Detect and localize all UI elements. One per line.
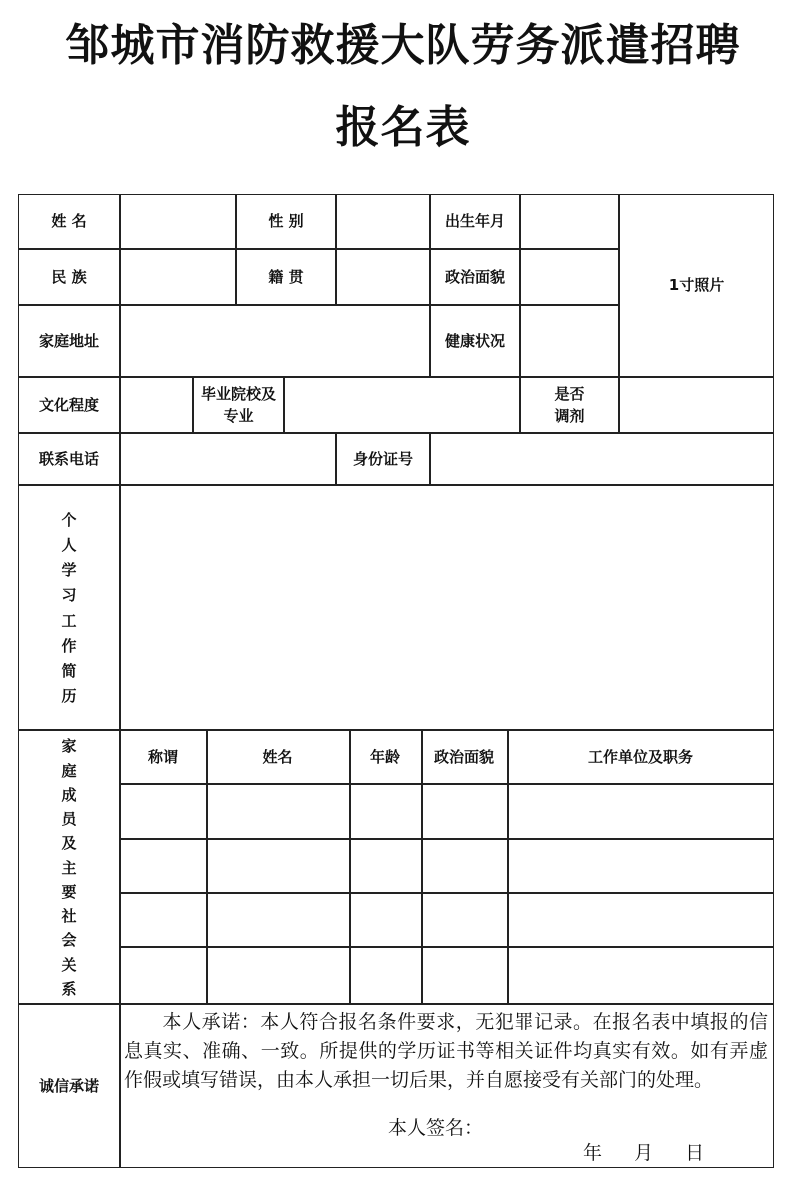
field-resume[interactable] [120,485,774,730]
label-gender: 性 别 [268,212,304,231]
label-phone: 联系电话 [38,449,99,468]
field-name[interactable] [120,194,236,249]
label-resume [18,505,120,710]
label-school-major-line1: 毕业院校及 [200,384,276,403]
field-birth[interactable] [520,194,619,249]
family-label-char: 家 [61,737,77,756]
label-address: 家庭地址 [38,331,99,350]
field-adjust[interactable] [619,377,774,433]
family-label-char: 社 [61,907,77,925]
field-address[interactable] [120,305,430,377]
family-header-name: 姓名 [262,747,293,766]
family-rows-area[interactable] [120,784,774,1004]
resume-label-char: 个 [61,511,77,530]
label-education: 文化程度 [38,395,99,414]
label-adjust-line2: 调剂 [554,407,585,425]
label-id-number: 身份证号 [352,449,413,468]
family-header-age: 年龄 [369,747,400,766]
photo-box[interactable]: 1寸照片 [668,276,725,295]
field-education[interactable] [120,377,193,433]
sign-date [583,1138,730,1165]
promise-body: 本人承诺：本人符合报名条件要求，无犯罪记录。在报名表中填报的信息真实、准确、一致。所提供的学历证书等相关证件均真实有效。如有弄虚作假或填写错误，由本人承担一切后果，并自愿接受有关部门的处理。 [124,1011,768,1091]
family-label-char: 庭 [61,761,77,780]
field-id-number[interactable] [430,433,774,485]
family-header-title: 称谓 [147,747,178,766]
field-health[interactable] [520,305,619,377]
resume-label-char: 简 [61,661,77,680]
label-ethnicity: 民 族 [51,267,87,286]
label-political-status: 政治面貌 [444,267,505,286]
resume-label-char: 工 [61,611,77,630]
field-native-place[interactable] [336,249,430,305]
resume-label-char: 作 [61,636,77,655]
resume-label-char: 人 [61,536,77,555]
family-label-char: 要 [61,882,77,901]
form-title: 邹城市消防救援大队劳务派遣招聘 [65,20,741,71]
date-year: 年 [583,1142,603,1164]
field-ethnicity[interactable] [120,249,236,305]
family-label-char: 会 [61,931,77,950]
family-label-char: 成 [61,785,77,804]
label-name: 姓 名 [51,212,87,231]
field-political-status[interactable] [520,249,619,305]
family-label-char: 主 [61,858,77,877]
label-native-place: 籍 贯 [268,267,304,286]
resume-label-char: 学 [61,561,77,580]
date-month: 月 [634,1142,654,1164]
label-health: 健康状况 [444,331,505,350]
label-school-major [193,377,284,433]
label-school-major-line2: 专业 [223,407,254,425]
label-integrity: 诚信承诺 [38,1076,99,1095]
family-label-char: 员 [61,810,77,828]
label-birth: 出生年月 [444,212,505,231]
family-label-char: 系 [61,979,77,998]
label-adjust-line1: 是否 [554,384,585,403]
sign-label: 本人签名： [388,1117,484,1139]
field-phone[interactable] [120,433,336,485]
label-adjust [520,377,619,433]
date-day: 日 [685,1142,705,1164]
form-subtitle: 报名表 [335,102,471,153]
resume-label-char: 历 [61,686,77,705]
family-header-work: 工作单位及职务 [587,747,693,766]
family-label-char: 及 [61,834,77,853]
label-family [18,732,120,1002]
family-header-political: 政治面貌 [433,747,494,766]
family-label-char: 关 [61,955,77,974]
resume-label-char: 习 [61,586,77,605]
promise-text [124,1008,768,1095]
field-school-major[interactable] [284,377,520,433]
field-gender[interactable] [336,194,430,249]
